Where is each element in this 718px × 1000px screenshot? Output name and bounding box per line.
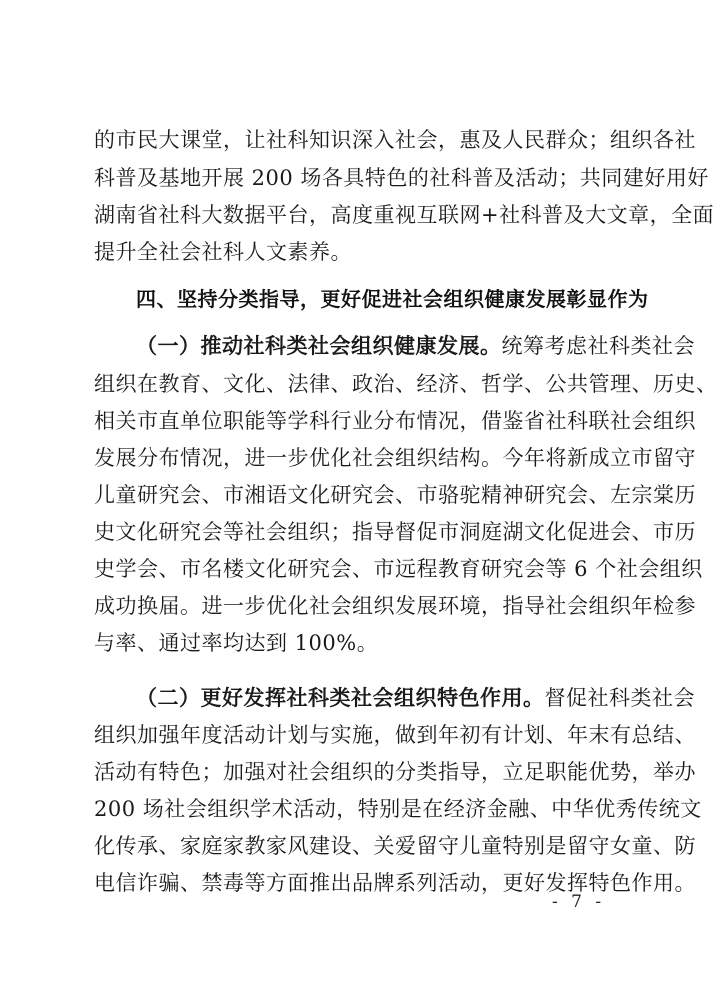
text-line: 提升全社会社科人文素养。 bbox=[94, 240, 352, 264]
text-line: 电信诈骗、禁毒等方面推出品牌系列活动，更好发挥特色作用。 bbox=[94, 871, 696, 895]
text-line: 化传承、家庭家教家风建设、关爱留守儿童特别是留守女童、防 bbox=[94, 834, 696, 858]
text-line: 发展分布情况，进一步优化社会组织结构。今年将新成立市留守 bbox=[94, 446, 696, 470]
paragraph-first-line bbox=[136, 684, 695, 712]
text-line: 史文化研究会等社会组织；指导督促市洞庭湖文化促进会、市历 bbox=[94, 520, 696, 544]
paragraph-first-line bbox=[136, 332, 695, 360]
text-line: 200 场社会组织学术活动，特别是在经济金融、中华优秀传统文 bbox=[94, 797, 702, 821]
page-number: - 7 - bbox=[552, 892, 606, 912]
text-line: 组织加强年度活动计划与实施，做到年初有计划、年末有总结、 bbox=[94, 723, 696, 747]
paragraph-lead: （二）更好发挥社科类社会组织特色作用。 bbox=[136, 685, 545, 710]
section-heading: 四、坚持分类指导，更好促进社会组织健康发展彰显作为 bbox=[136, 287, 649, 311]
text-line: 科普及基地开展 200 场各具特色的社科普及活动；共同建好用好 bbox=[94, 166, 709, 190]
paragraph-text: 统筹考虑社科类社会 bbox=[501, 334, 695, 358]
text-line: 相关市直单位职能等学科行业分布情况，借鉴省社科联社会组织 bbox=[94, 409, 696, 433]
text-line: 成功换届。进一步优化社会组织发展环境，指导社会组织年检参 bbox=[94, 594, 696, 618]
paragraph-text: 督促社科类社会 bbox=[544, 686, 695, 710]
text-line: 史学会、市名楼文化研究会、市远程教育研究会等 6 个社会组织 bbox=[94, 557, 703, 581]
text-line: 的市民大课堂，让社科知识深入社会，惠及人民群众；组织各社 bbox=[94, 128, 696, 152]
text-line: 与率、通过率均达到 100%。 bbox=[94, 631, 379, 655]
text-line: 儿童研究会、市湘语文化研究会、市骆驼精神研究会、左宗棠历 bbox=[94, 483, 696, 507]
text-line: 湖南省社科大数据平台，高度重视互联网+社科普及大文章，全面 bbox=[94, 203, 715, 227]
text-line: 组织在教育、文化、法律、政治、经济、哲学、公共管理、历史、 bbox=[94, 372, 718, 396]
text-line: 活动有特色；加强对社会组织的分类指导，立足职能优势，举办 bbox=[94, 760, 696, 784]
paragraph-lead: （一）推动社科类社会组织健康发展。 bbox=[136, 333, 502, 358]
